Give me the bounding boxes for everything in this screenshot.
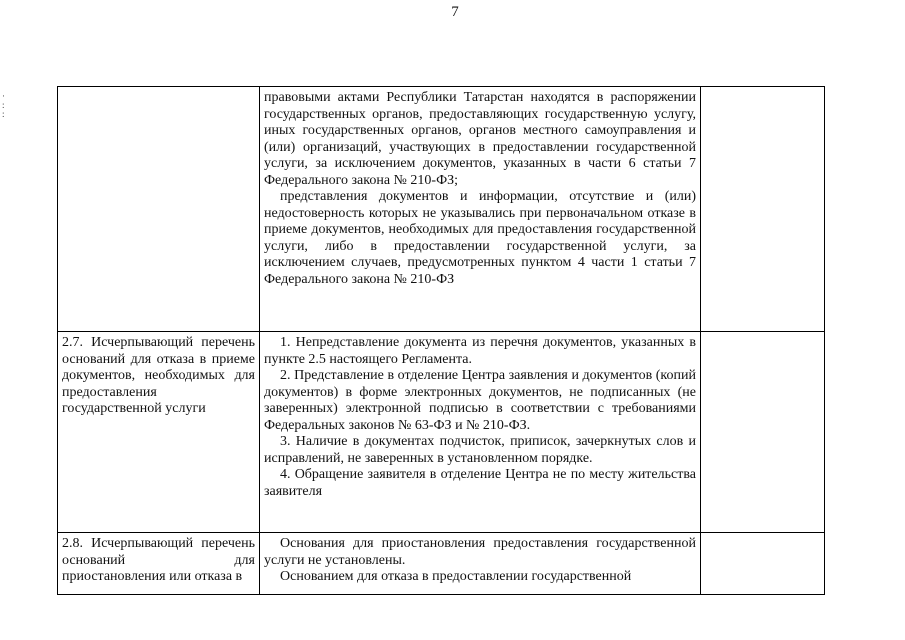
paragraph: правовыми актами Республики Татарстан находятся в распоряжении государственных органов, предоставляющих государственную услугу, иных государственных органов, органов местного самоуправления и (или) организаций, участвующих в предоставлении государственной услуги, за исключением документов, указанных в части 6 статьи 7 Федерального закона № 210-ФЗ;	[264, 90, 696, 188]
table-row	[58, 533, 825, 595]
paragraph: 4. Обращение заявителя в отделение Центра не по месту жительства заявителя	[264, 467, 696, 499]
row-name-cell	[58, 87, 260, 332]
paragraph: Основанием для отказа в предоставлении государственной	[280, 569, 632, 584]
paragraph: представления документов и информации, отсутствие и (или) недостоверность которых не указывались при первоначальном отказе в приеме документов, необходимых для предоставления государственной услуги, либо в предоставлении государственной услуги, за исключением случаев, предусмотренных пунктом 4 части 1 статьи 7 Федерального закона № 210-ФЗ	[264, 189, 696, 287]
regulation-table	[57, 86, 825, 595]
table-row	[58, 87, 825, 332]
row-note-cell	[701, 533, 825, 595]
row-note-cell	[701, 332, 825, 533]
row-content-cell	[260, 332, 701, 533]
row-content-cell	[260, 533, 701, 595]
row-content-cell	[260, 87, 701, 332]
table-row	[58, 332, 825, 533]
row-name-cell: 2.7. Исчерпывающий перечень оснований для отказа в приеме документов, необходимых для предоставления государственной услуги	[58, 332, 260, 533]
row-note-cell	[701, 87, 825, 332]
paragraph: Основания для приостановления предоставления государственной услуги не установлены.	[264, 536, 696, 568]
paragraph: 2. Представление в отделение Центра заявления и документов (копий документов) в форме электронных документов, не подписанных (не заверенных) электронной подписью в соответствии с требованиями Федеральных законов № 63-ФЗ и № 210-ФЗ.	[264, 368, 696, 433]
row-name-cell	[58, 533, 260, 595]
row-content-clip	[264, 536, 696, 592]
row-name-text: 2.8. Исчерпывающий перечень оснований для приостановления или отказа в	[62, 536, 255, 584]
page-number: 7	[451, 4, 459, 20]
paragraph: 1. Непредставление документа из перечня документов, указанных в пункте 2.5 настоящего Регламента.	[264, 335, 696, 367]
margin-mark: · : :	[2, 91, 5, 119]
paragraph: 3. Наличие в документах подчисток, приписок, зачеркнутых слов и исправлений, не заверенных в установленном порядке.	[264, 434, 696, 466]
